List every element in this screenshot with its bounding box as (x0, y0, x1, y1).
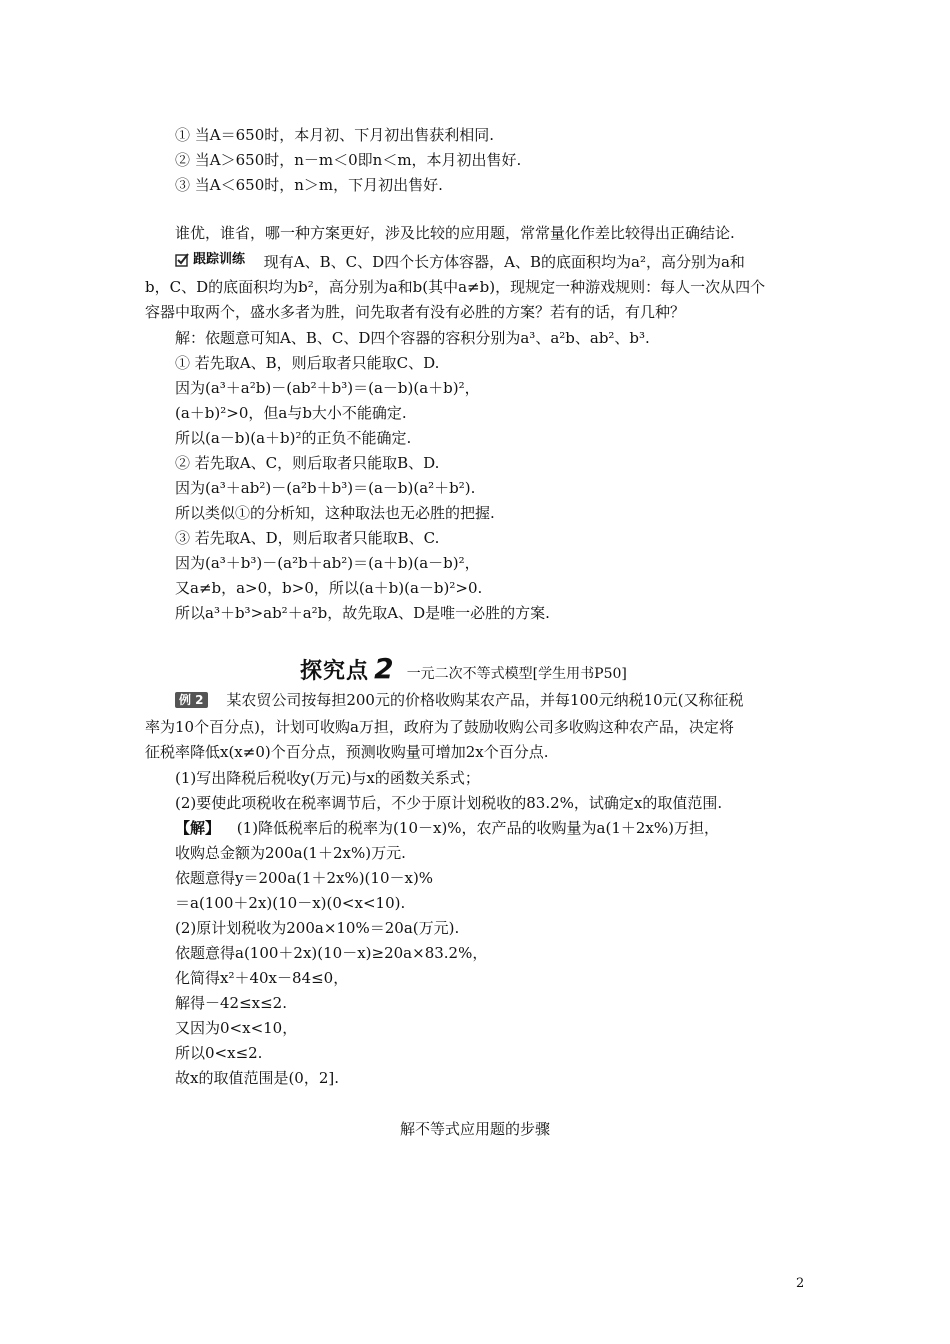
example-text-1: 某农贸公司按每担200元的价格收购某农产品，并每100元纳税10元(又称征税 (226, 691, 744, 709)
solution-line: 因为(a³＋ab²)－(a²b＋b³)＝(a－b)(a²＋b²). (175, 479, 476, 497)
example-text-3: 征税率降低x(x≠0)个百分点，预测收购量可增加2x个百分点. (145, 743, 549, 761)
tracking-label: 跟踪训练 (175, 250, 245, 270)
case-line-2: ② 当A＞650时，n－m＜0即n＜m，本月初出售好. (175, 151, 522, 169)
answer-line: 又因为0<x<10， (175, 1019, 298, 1037)
solution-line: ② 若先取A、C，则后取者只能取B、D. (175, 454, 440, 472)
example-first-line (175, 690, 744, 710)
section-number: 2 (374, 652, 394, 685)
solution-line: 又a≠b，a>0，b>0，所以(a＋b)(a－b)²>0. (175, 579, 483, 597)
solution-line: 所以类似①的分析知，这种取法也无必胜的把握. (175, 504, 495, 522)
solution-line: 所以(a－b)(a＋b)²的正负不能确定. (175, 429, 412, 447)
solution-line: 因为(a³＋b³)－(a²b＋ab²)＝(a＋b)(a－b)²， (175, 554, 480, 572)
solution-line: 所以a³＋b³>ab²＋a²b，故先取A、D是唯一必胜的方案. (175, 604, 550, 622)
solution-line: ① 若先取A、B，则后取者只能取C、D. (175, 354, 440, 372)
solution-line: 解：依题意可知A、B、C、D四个容器的容积分别为a³、a²b、ab²、b³. (175, 329, 650, 347)
section-title: 探究点 (300, 659, 370, 684)
section-heading (300, 652, 627, 684)
answer-line: 化简得x²＋40x－84≤0， (175, 969, 349, 987)
answer-first-line (175, 818, 719, 838)
answer-line: 解得－42≤x≤2. (175, 994, 287, 1012)
answer-line: 故x的取值范围是(0，2]. (175, 1069, 340, 1087)
tracking-text-3: 容器中取两个，盛水多者为胜，问先取者有没有必胜的方案？若有的话，有几种？ (145, 303, 686, 321)
solution-line: (a＋b)²>0，但a与b大小不能确定. (175, 404, 407, 422)
section-subtitle: 一元二次不等式模型[学生用书P50] (406, 666, 627, 682)
answer-line: (2)原计划税收为200a×10%＝20a(万元). (175, 919, 460, 937)
solution-line: ③ 若先取A、D，则后取者只能取B、C. (175, 529, 440, 547)
summary-text: 谁优，谁省，哪一种方案更好，涉及比较的应用题，常常量化作差比较得出正确结论. (175, 224, 735, 242)
case-line-1: ① 当A＝650时，本月初、下月初出售获利相同. (175, 126, 495, 144)
case-line-3: ③ 当A＜650时，n＞m，下月初出售好. (175, 176, 443, 194)
tracking-text-2: b，C、D的底面积均为b²，高分别为a和b(其中a≠b)，现规定一种游戏规则：每人一次从四个 (145, 278, 766, 296)
example-question-2: (2)要使此项税收在税率调节后，不少于原计划税收的83.2%，试确定x的取值范围. (175, 794, 723, 812)
check-box-icon (175, 253, 189, 267)
answer-line: 依题意得y＝200a(1＋2x%)(10－x)% (175, 869, 434, 887)
tracking-text-1: 现有A、B、C、D四个长方体容器，A、B的底面积均为a²，高分别为a和 (263, 253, 745, 271)
steps-title: 解不等式应用题的步骤 (399, 1120, 550, 1138)
example-badge: 例 2 (175, 692, 208, 708)
answer-line: ＝a(100＋2x)(10－x)(0<x<10). (175, 894, 406, 912)
page-number: 2 (796, 1276, 805, 1291)
example-text-2: 率为10个百分点)，计划可收购a万担，政府为了鼓励收购公司多收购这种农产品，决定将 (145, 718, 734, 736)
answer-line: 所以0<x≤2. (175, 1044, 263, 1062)
solution-line: 因为(a³＋a²b)－(ab²＋b³)＝(a－b)(a＋b)²， (175, 379, 480, 397)
answer-line: 依题意得a(100＋2x)(10－x)≥20a×83.2%， (175, 944, 488, 962)
answer-text-1: (1)降低税率后的税率为(10－x)%，农产品的收购量为a(1＋2x%)万担， (236, 819, 719, 837)
answer-line: 收购总金额为200a(1＋2x%)万元. (175, 844, 406, 862)
tracking-first-line (175, 250, 745, 272)
answer-label: 【解】 (175, 819, 221, 837)
example-question-1: (1)写出降税后税收y(万元)与x的函数关系式； (175, 769, 480, 787)
